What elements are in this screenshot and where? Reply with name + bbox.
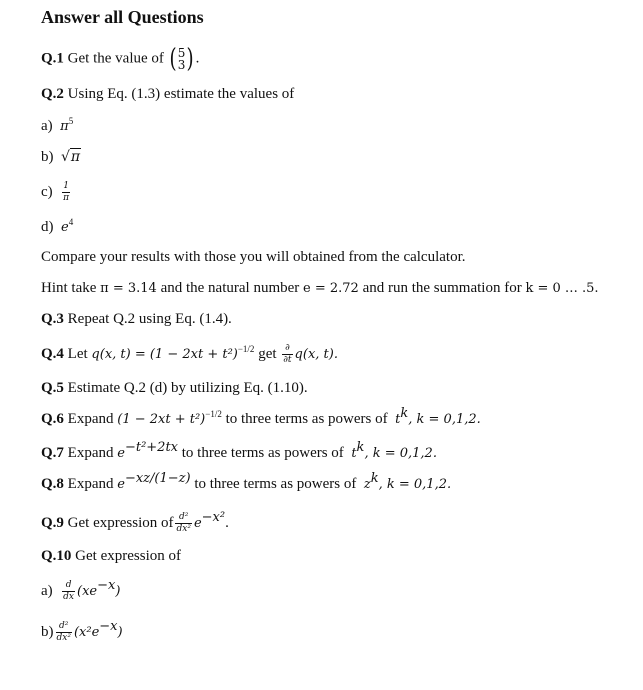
binomial-coefficient: ( 5 3 ) — [169, 44, 195, 74]
q8-t1: Expand — [67, 476, 114, 492]
q9-exp: −x² — [201, 509, 226, 525]
item-a-exp: 5 — [68, 116, 74, 126]
question-9 — [41, 509, 229, 535]
q7-var: t — [351, 446, 357, 461]
fraction-denominator: π — [63, 193, 70, 203]
item-d-label: d) — [41, 219, 54, 235]
q4-number: Q.4 — [41, 345, 64, 362]
q10b-expr: (x²e — [73, 624, 100, 640]
q7-tail: , k = 0,1,2. — [364, 446, 437, 461]
q9-end: . — [225, 514, 229, 531]
partial-derivative — [282, 343, 292, 366]
item-d — [41, 218, 73, 237]
binom-top: 5 — [177, 46, 186, 60]
q7-t1: Expand — [67, 445, 114, 461]
q6-exp: −1/2 — [205, 409, 222, 419]
q8-var-exp: k — [370, 471, 379, 486]
q10-number: Q.10 — [41, 548, 72, 564]
q4-expr: q(x, t) = (1 − 2xt + t²) — [91, 346, 238, 362]
item-d-exp: 4 — [68, 217, 74, 227]
item-b-label: b) — [41, 149, 54, 165]
fraction-numerator: 1 — [63, 181, 69, 191]
question-10 — [41, 547, 181, 565]
q7-exp: −t²+2tx — [124, 440, 179, 455]
q8-t2: to three terms as powers of — [194, 476, 357, 492]
binom-bottom: 3 — [177, 58, 186, 72]
fraction-one-over-pi — [62, 181, 70, 204]
q10b-d-num: d² — [56, 621, 72, 633]
q10b-derivative — [56, 621, 72, 644]
q9-d-num: d² — [175, 512, 191, 524]
q8-tail: , k = 0,1,2. — [378, 477, 452, 492]
page-heading: Answer all Questions — [41, 7, 204, 27]
q6-number: Q.6 — [41, 411, 64, 427]
q1-text: Get the value of — [67, 50, 164, 67]
item-c-label: c) — [41, 183, 53, 200]
q7-base: e — [117, 446, 125, 461]
question-3 — [41, 310, 232, 328]
item-a — [41, 117, 73, 136]
q4-exp: −1/2 — [237, 343, 255, 354]
question-6 — [41, 406, 481, 429]
q10b-close: ) — [117, 624, 123, 640]
q9-number: Q.9 — [41, 514, 64, 531]
q2-text: Using Eq. (1.3) estimate the values of — [67, 86, 295, 102]
sqrt-expression: √π — [61, 149, 81, 165]
question-5 — [41, 379, 308, 397]
q4-tail: q(x, t). — [294, 346, 338, 362]
q6-t2: to three terms as powers of — [225, 411, 388, 427]
second-derivative — [175, 512, 191, 535]
hint-t2: and the natural number — [160, 280, 300, 296]
q7-number: Q.7 — [41, 445, 64, 461]
item-a-label: a) — [41, 118, 53, 134]
hint-k: k = 0 … .5. — [525, 281, 599, 296]
q7-t2: to three terms as powers of — [181, 445, 344, 461]
q10-item-b — [41, 618, 123, 644]
q7-var-exp: k — [356, 440, 365, 455]
q10a-close: ) — [115, 583, 121, 599]
q10a-derivative — [62, 580, 75, 603]
q3-text: Repeat Q.2 using Eq. (1.4). — [67, 311, 232, 327]
q1-number: Q.1 — [41, 50, 64, 67]
q9-t1: Get expression of — [67, 514, 174, 531]
q10b-label: b) — [41, 623, 54, 640]
q3-number: Q.3 — [41, 311, 64, 327]
q1-end: . — [195, 50, 200, 67]
hint-e: e = 2.72 — [303, 281, 359, 296]
q10a-expr: (xe — [77, 583, 98, 599]
q8-base: e — [117, 477, 125, 492]
item-d-base: e — [61, 220, 69, 235]
q8-number: Q.8 — [41, 476, 64, 492]
question-1 — [41, 44, 200, 74]
q10a-d-den: dx — [63, 592, 74, 602]
q8-var: z — [363, 477, 371, 492]
q10a-label: a) — [41, 582, 53, 599]
hint-t1: Hint take — [41, 280, 97, 296]
hint-text — [41, 279, 599, 298]
q6-tail: , k = 0,1,2. — [408, 412, 481, 427]
question-2 — [41, 85, 294, 103]
q4-t2: get — [258, 345, 277, 362]
q10a-exp: −x — [97, 577, 116, 593]
q8-exp: −xz/(1−z) — [124, 471, 191, 486]
q10a-d-num: d — [62, 580, 75, 592]
question-4 — [41, 343, 338, 366]
question-8 — [41, 471, 452, 494]
q10b-d-den: dx² — [56, 633, 71, 643]
q9-base: e — [193, 515, 202, 531]
compare-text: Compare your results with those you will obtained from the calculator. — [41, 249, 466, 265]
sqrt-radicand: π — [70, 149, 81, 165]
q6-var: t — [395, 412, 401, 427]
q10-item-a — [41, 577, 121, 603]
hint-t3: and run the summation for — [362, 280, 522, 296]
q5-text: Estimate Q.2 (d) by utilizing Eq. (1.10). — [67, 380, 308, 396]
q4-t1: Let — [67, 345, 88, 362]
q9-d-den: dx² — [176, 524, 191, 534]
q10-text: Get expression of — [75, 548, 181, 564]
item-b — [41, 148, 81, 166]
q6-var-exp: k — [400, 406, 409, 421]
question-7 — [41, 440, 437, 463]
q10b-exp: −x — [99, 618, 118, 634]
q6-t1: Expand — [67, 411, 114, 427]
item-a-base: π — [60, 119, 69, 134]
partial-num: ∂ — [282, 343, 292, 355]
partial-den: ∂t — [283, 355, 292, 365]
hint-pi: π = 3.14 — [100, 281, 157, 296]
q2-number: Q.2 — [41, 86, 64, 102]
item-c — [41, 181, 72, 204]
q5-number: Q.5 — [41, 380, 64, 396]
q6-expr: (1 − 2xt + t²) — [117, 412, 206, 427]
